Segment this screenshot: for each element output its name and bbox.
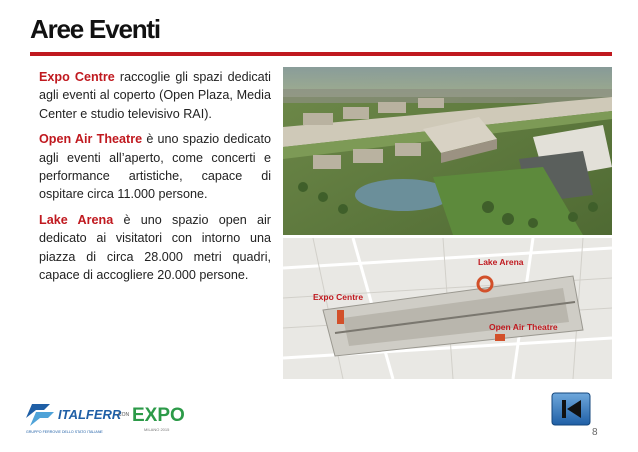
map-label-open-air-theatre: Open Air Theatre <box>489 322 558 332</box>
page-number: 8 <box>592 427 598 438</box>
map-label-expo-centre: Expo Centre <box>313 292 364 302</box>
paragraph-text: è uno spazio open air dedicato ai visitatori con intorno una piazza di circa 28.000 metri quadri, capace di accogliere 20.000 persone. <box>39 212 271 283</box>
open-air-theatre-marker <box>495 334 505 341</box>
highlight-expo-centre: Expo Centre <box>39 70 115 84</box>
site-map <box>283 238 612 379</box>
slide-title: Aree Eventi <box>30 14 160 44</box>
expo-centre-marker <box>337 310 344 324</box>
paragraph-text: è uno spazio dedicato agli eventi all’aperto, come concerti e performance artistiche, capace di ospitare circa 11.000 persone. <box>39 132 271 202</box>
paragraph-text: raccoglie gli spazi dedicati agli eventi al coperto (Open Plaza, Media Center e studio televisivo RAI). <box>39 70 271 121</box>
expo-logo <box>132 405 185 432</box>
text-column <box>39 68 271 291</box>
map-label-lake-arena: Lake Arena <box>478 257 524 267</box>
italferr-subtitle: GRUPPO FERROVIE DELLO STATO ITALIANE <box>26 430 103 434</box>
paragraph-expo-centre <box>39 68 271 123</box>
aerial-photo <box>283 67 612 235</box>
paragraph-lake-arena <box>39 211 271 285</box>
footer-logos <box>22 396 192 436</box>
first-slide-button[interactable] <box>551 392 591 426</box>
expo-wordmark: EXPO <box>132 405 185 426</box>
paragraph-open-air-theatre <box>39 130 271 204</box>
title-underline <box>30 52 612 56</box>
expo-subtitle: MILANO 2015 <box>144 427 170 432</box>
italferr-logo <box>26 404 122 434</box>
skip-to-start-icon <box>551 392 591 426</box>
highlight-open-air-theatre: Open Air Theatre <box>39 132 143 147</box>
highlight-lake-arena: Lake Arena <box>39 212 114 227</box>
italferr-name: ITALFERR <box>58 407 122 422</box>
con-text: CON <box>118 412 130 418</box>
